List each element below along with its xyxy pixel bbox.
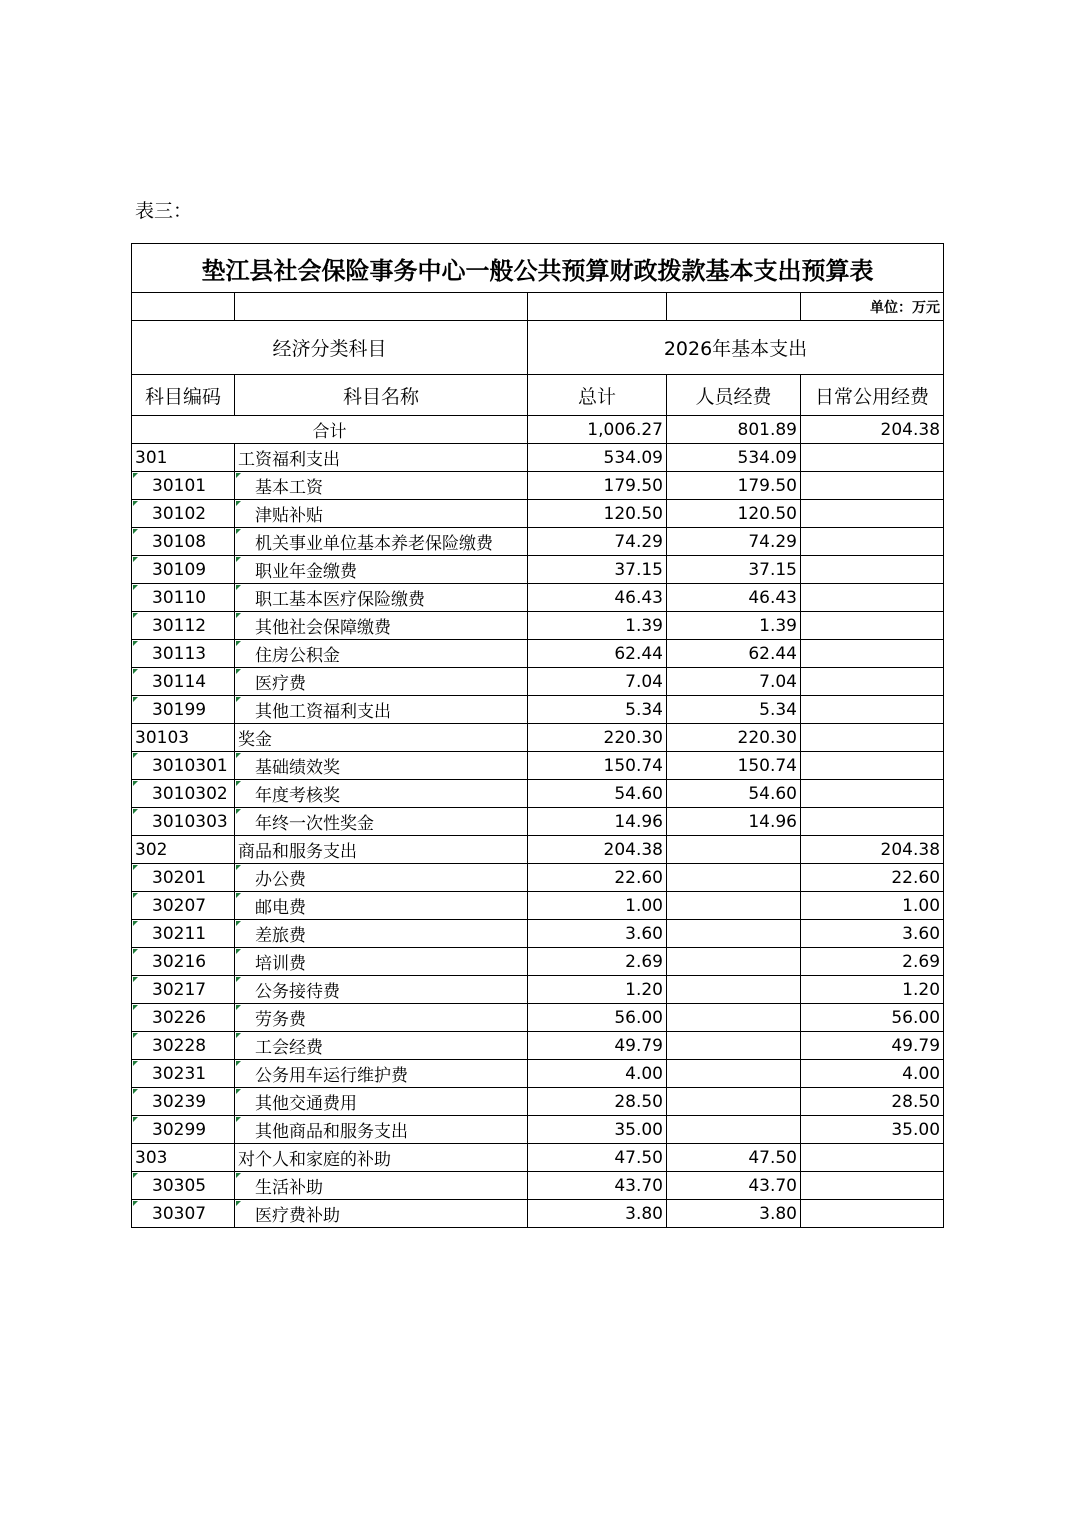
row-total: 4.00 [528, 1060, 667, 1088]
row-name: 公务用车运行维护费 [235, 1060, 528, 1088]
row-name: 年度考核奖 [235, 780, 528, 808]
row-public [801, 780, 944, 808]
row-public [801, 640, 944, 668]
row-total: 220.30 [528, 724, 667, 752]
row-code: 30299 [132, 1116, 235, 1144]
table-title: 垫江县社会保险事务中心一般公共预算财政拨款基本支出预算表 [132, 244, 944, 293]
row-personnel [667, 864, 801, 892]
row-total: 1.39 [528, 612, 667, 640]
row-total: 22.60 [528, 864, 667, 892]
table-row [132, 808, 944, 836]
table-row [132, 1200, 944, 1228]
row-name: 基础绩效奖 [235, 752, 528, 780]
row-code: 30207 [132, 892, 235, 920]
row-public [801, 752, 944, 780]
row-personnel: 47.50 [667, 1144, 801, 1172]
row-total: 534.09 [528, 444, 667, 472]
table-row [132, 668, 944, 696]
row-personnel [667, 1116, 801, 1144]
row-code: 301 [132, 444, 235, 472]
row-total: 47.50 [528, 1144, 667, 1172]
row-personnel [667, 836, 801, 864]
table-row [132, 1088, 944, 1116]
row-total: 7.04 [528, 668, 667, 696]
row-total: 150.74 [528, 752, 667, 780]
row-personnel: 3.80 [667, 1200, 801, 1228]
header-basic-expense: 2026年基本支出 [528, 321, 944, 375]
row-name: 医疗费补助 [235, 1200, 528, 1228]
row-name: 职业年金缴费 [235, 556, 528, 584]
row-name: 其他工资福利支出 [235, 696, 528, 724]
row-public: 3.60 [801, 920, 944, 948]
row-code: 30102 [132, 500, 235, 528]
row-name: 对个人和家庭的补助 [235, 1144, 528, 1172]
table-row [132, 1116, 944, 1144]
row-personnel: 62.44 [667, 640, 801, 668]
row-total: 56.00 [528, 1004, 667, 1032]
row-code: 3010301 [132, 752, 235, 780]
row-public [801, 808, 944, 836]
header-total: 总计 [528, 375, 667, 416]
row-total: 2.69 [528, 948, 667, 976]
row-name: 邮电费 [235, 892, 528, 920]
row-personnel [667, 920, 801, 948]
table-row [132, 1032, 944, 1060]
table-row [132, 612, 944, 640]
table-row [132, 752, 944, 780]
row-total: 14.96 [528, 808, 667, 836]
row-public [801, 500, 944, 528]
row-code: 30114 [132, 668, 235, 696]
table-label: 表三： [135, 200, 193, 222]
row-code: 30228 [132, 1032, 235, 1060]
header-personnel: 人员经费 [667, 375, 801, 416]
row-code: 30109 [132, 556, 235, 584]
row-name: 劳务费 [235, 1004, 528, 1032]
row-personnel [667, 1032, 801, 1060]
row-public [801, 472, 944, 500]
table-row [132, 780, 944, 808]
row-public [801, 668, 944, 696]
row-personnel: 43.70 [667, 1172, 801, 1200]
row-personnel: 7.04 [667, 668, 801, 696]
row-total: 5.34 [528, 696, 667, 724]
header-public: 日常公用经费 [801, 375, 944, 416]
row-total: 43.70 [528, 1172, 667, 1200]
row-personnel: 534.09 [667, 444, 801, 472]
row-personnel: 37.15 [667, 556, 801, 584]
unit-label: 单位：万元 [801, 293, 944, 321]
row-total: 28.50 [528, 1088, 667, 1116]
row-personnel [667, 1088, 801, 1116]
row-code: 3010303 [132, 808, 235, 836]
row-public: 1.00 [801, 892, 944, 920]
row-name: 奖金 [235, 724, 528, 752]
row-name: 住房公积金 [235, 640, 528, 668]
row-name: 津贴补贴 [235, 500, 528, 528]
row-total: 74.29 [528, 528, 667, 556]
row-code: 30201 [132, 864, 235, 892]
row-code: 303 [132, 1144, 235, 1172]
row-total: 3.60 [528, 920, 667, 948]
table-row [132, 696, 944, 724]
row-name: 商品和服务支出 [235, 836, 528, 864]
row-code: 30103 [132, 724, 235, 752]
row-name: 机关事业单位基本养老保险缴费 [235, 528, 528, 556]
row-code: 30211 [132, 920, 235, 948]
row-name: 其他社会保障缴费 [235, 612, 528, 640]
row-public: 56.00 [801, 1004, 944, 1032]
table-row [132, 556, 944, 584]
row-personnel: 54.60 [667, 780, 801, 808]
row-personnel [667, 1004, 801, 1032]
row-total: 46.43 [528, 584, 667, 612]
row-personnel [667, 948, 801, 976]
table-row [132, 1060, 944, 1088]
row-total: 179.50 [528, 472, 667, 500]
header-group-row [132, 321, 944, 375]
row-public: 204.38 [801, 836, 944, 864]
row-total: 54.60 [528, 780, 667, 808]
row-code: 30307 [132, 1200, 235, 1228]
row-personnel [667, 976, 801, 1004]
row-name: 办公费 [235, 864, 528, 892]
row-personnel [667, 892, 801, 920]
row-total: 3.80 [528, 1200, 667, 1228]
header-name: 科目名称 [235, 375, 528, 416]
row-public [801, 556, 944, 584]
row-name: 基本工资 [235, 472, 528, 500]
row-name: 职工基本医疗保险缴费 [235, 584, 528, 612]
row-public [801, 696, 944, 724]
header-code: 科目编码 [132, 375, 235, 416]
row-public: 1.20 [801, 976, 944, 1004]
table-row [132, 920, 944, 948]
row-code: 30112 [132, 612, 235, 640]
table-row [132, 472, 944, 500]
table-row [132, 864, 944, 892]
table-row [132, 584, 944, 612]
row-public: 2.69 [801, 948, 944, 976]
table-row [132, 1172, 944, 1200]
row-code: 30305 [132, 1172, 235, 1200]
row-code: 30113 [132, 640, 235, 668]
row-public [801, 724, 944, 752]
row-public: 49.79 [801, 1032, 944, 1060]
row-name: 公务接待费 [235, 976, 528, 1004]
row-total: 35.00 [528, 1116, 667, 1144]
row-total: 1.00 [528, 892, 667, 920]
table-row [132, 976, 944, 1004]
row-name: 培训费 [235, 948, 528, 976]
total-personnel: 801.89 [667, 416, 801, 444]
row-public [801, 1144, 944, 1172]
row-public: 4.00 [801, 1060, 944, 1088]
table-row [132, 892, 944, 920]
row-personnel: 74.29 [667, 528, 801, 556]
row-name: 生活补助 [235, 1172, 528, 1200]
row-code: 30110 [132, 584, 235, 612]
budget-table [131, 243, 944, 1228]
row-code: 30108 [132, 528, 235, 556]
title-row [132, 244, 944, 293]
row-code: 30216 [132, 948, 235, 976]
total-label: 合计 [132, 416, 528, 444]
row-personnel: 14.96 [667, 808, 801, 836]
row-personnel: 179.50 [667, 472, 801, 500]
row-personnel: 46.43 [667, 584, 801, 612]
row-personnel: 1.39 [667, 612, 801, 640]
row-personnel [667, 1060, 801, 1088]
row-public [801, 612, 944, 640]
row-public [801, 444, 944, 472]
row-code: 30239 [132, 1088, 235, 1116]
row-personnel: 220.30 [667, 724, 801, 752]
row-total: 62.44 [528, 640, 667, 668]
table-row [132, 444, 944, 472]
row-total: 37.15 [528, 556, 667, 584]
table-row [132, 528, 944, 556]
row-public [801, 1172, 944, 1200]
row-code: 30231 [132, 1060, 235, 1088]
table-row [132, 500, 944, 528]
row-name: 年终一次性奖金 [235, 808, 528, 836]
table-row [132, 724, 944, 752]
row-personnel: 150.74 [667, 752, 801, 780]
row-public: 22.60 [801, 864, 944, 892]
row-total: 1.20 [528, 976, 667, 1004]
row-code: 3010302 [132, 780, 235, 808]
row-code: 302 [132, 836, 235, 864]
row-public [801, 528, 944, 556]
row-personnel: 120.50 [667, 500, 801, 528]
row-name: 工资福利支出 [235, 444, 528, 472]
row-public [801, 584, 944, 612]
table-row [132, 1004, 944, 1032]
row-public: 28.50 [801, 1088, 944, 1116]
table-row [132, 640, 944, 668]
row-code: 30101 [132, 472, 235, 500]
row-public: 35.00 [801, 1116, 944, 1144]
total-public: 204.38 [801, 416, 944, 444]
unit-row [132, 293, 944, 321]
row-total: 204.38 [528, 836, 667, 864]
row-name: 差旅费 [235, 920, 528, 948]
row-name: 工会经费 [235, 1032, 528, 1060]
table-row [132, 948, 944, 976]
total-row [132, 416, 944, 444]
header-columns-row [132, 375, 944, 416]
row-code: 30226 [132, 1004, 235, 1032]
row-personnel: 5.34 [667, 696, 801, 724]
total-total: 1,006.27 [528, 416, 667, 444]
header-economic-category: 经济分类科目 [132, 321, 528, 375]
row-name: 其他商品和服务支出 [235, 1116, 528, 1144]
row-code: 30199 [132, 696, 235, 724]
table-row [132, 836, 944, 864]
table-row [132, 1144, 944, 1172]
row-public [801, 1200, 944, 1228]
row-code: 30217 [132, 976, 235, 1004]
row-total: 49.79 [528, 1032, 667, 1060]
row-name: 其他交通费用 [235, 1088, 528, 1116]
row-name: 医疗费 [235, 668, 528, 696]
row-total: 120.50 [528, 500, 667, 528]
